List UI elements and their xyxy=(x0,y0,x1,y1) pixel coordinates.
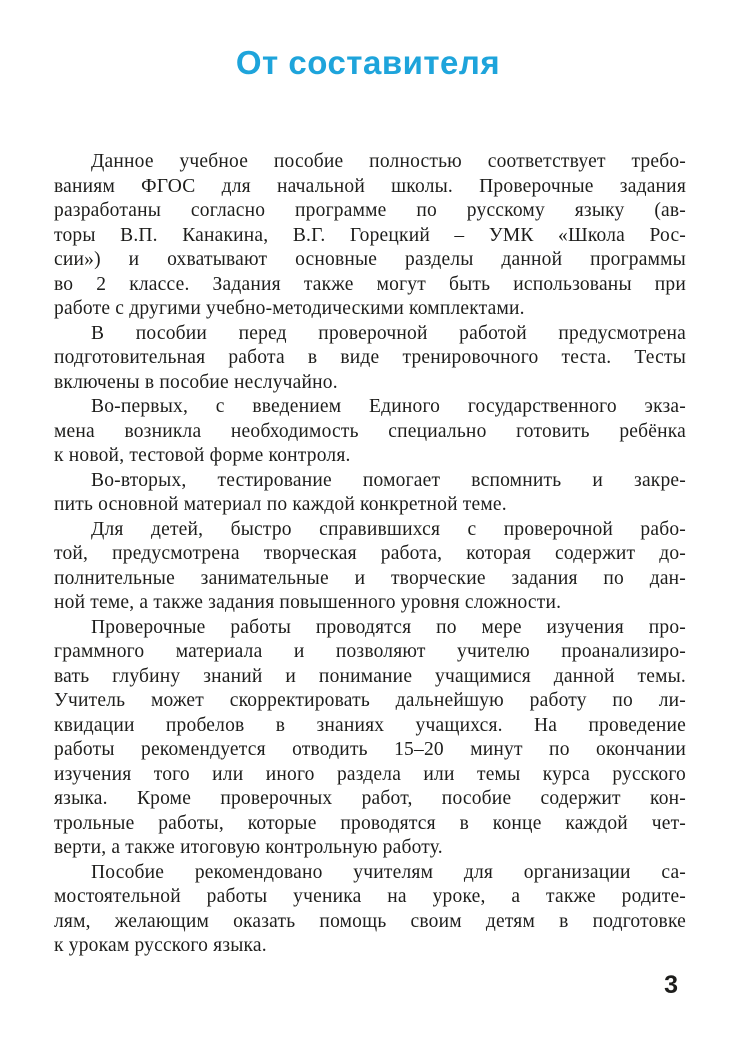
paragraph xyxy=(54,861,686,959)
text-line: В пособии перед проверочной работой предусмотрена xyxy=(91,322,686,344)
text-line: Для детей, быстро справившихся с проверочной рабо- xyxy=(91,518,686,540)
paragraph xyxy=(54,150,686,322)
text-line: трольные работы, которые проводятся в конце каждой чет- xyxy=(54,812,686,834)
paragraph xyxy=(54,518,686,616)
text-line: Пособие рекомендовано учителям для организации са- xyxy=(91,861,686,883)
text-line: ной теме, а также задания повышенного уровня сложности. xyxy=(54,592,562,613)
text-line: изучения того или иного раздела или темы курса русского xyxy=(54,763,686,785)
text-line: лям, желающим оказать помощь своим детям в подготовке xyxy=(54,910,686,932)
text-line: граммного материала и позволяют учителю проанализиро- xyxy=(54,641,686,662)
text-line: Проверочные работы проводятся по мере изучения про- xyxy=(91,616,686,638)
text-line: сии») и охватывают основные разделы данной программы xyxy=(54,249,686,270)
text-line: мена возникла необходимость специально готовить ребёнка xyxy=(54,420,686,442)
text-line: подготовительная работа в виде тренировочного теста. Тесты xyxy=(54,347,686,368)
text-line: работе с другими учебно-методическими комплектами. xyxy=(54,298,525,319)
text-line: Во-первых, с введением Единого государственного экза- xyxy=(91,396,686,417)
text-line: Учитель может скорректировать дальнейшую работу по ли- xyxy=(54,690,686,711)
paragraph xyxy=(54,469,686,518)
text-line: вать глубину знаний и понимание учащимися данной темы. xyxy=(54,665,686,687)
page-number: 3 xyxy=(664,971,678,999)
text-line: языка. Кроме проверочных работ, пособие содержит кон- xyxy=(54,788,686,809)
text-line: ваниям ФГОС для начальной школы. Проверочные задания xyxy=(54,175,686,197)
text-line: пить основной материал по каждой конкретной теме. xyxy=(54,494,507,515)
text-line: мостоятельной работы ученика на уроке, а также родите- xyxy=(54,886,686,907)
text-line: к урокам русского языка. xyxy=(54,935,267,956)
text-line: к новой, тестовой форме контроля. xyxy=(54,445,351,466)
text-line: полнительные занимательные и творческие задания по дан- xyxy=(54,567,686,589)
paragraph xyxy=(54,616,686,861)
text-line: разработаны согласно программе по русскому языку (ав- xyxy=(54,200,686,221)
text-line: той, предусмотрена творческая работа, которая содержит до- xyxy=(54,543,686,564)
text-line: квидации пробелов в знаниях учащихся. На проведение xyxy=(54,714,686,736)
text-line: торы В.П. Канакина, В.Г. Горецкий – УМК «Школа Рос- xyxy=(54,224,686,246)
text-line: Во-вторых, тестирование помогает вспомнить и закре- xyxy=(91,469,686,491)
text-line: верти, а также итоговую контрольную работу. xyxy=(54,837,443,858)
text-line: работы рекомендуется отводить 15–20 минут по окончании xyxy=(54,739,686,760)
text-line: Данное учебное пособие полностью соответствует требо- xyxy=(91,151,686,172)
page-title: От составителя xyxy=(235,44,501,81)
text-line: во 2 классе. Задания также могут быть использованы при xyxy=(54,273,686,295)
body-text xyxy=(54,150,686,959)
text-line: включены в пособие неслучайно. xyxy=(54,371,338,393)
paragraph xyxy=(54,322,686,396)
paragraph xyxy=(54,395,686,469)
